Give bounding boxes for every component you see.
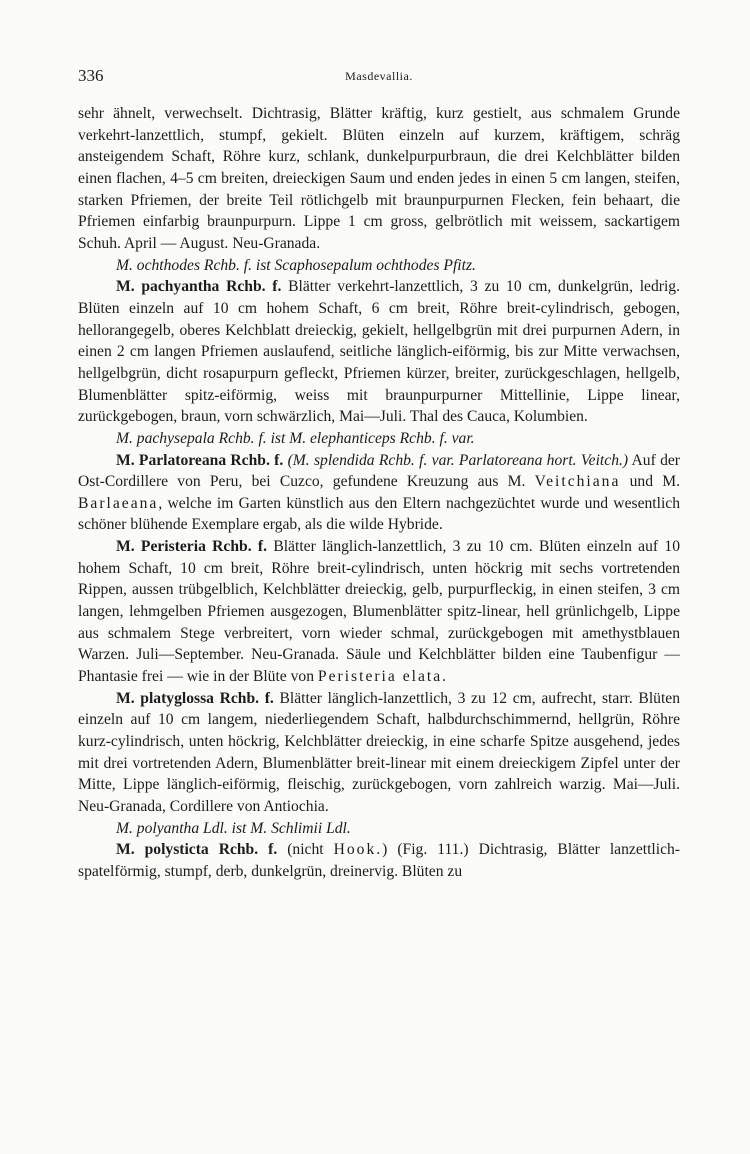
entry-peristeria (78, 536, 680, 688)
entry-text: Auf der Ost-Cordillere von Peru, bei Cuzco, gefundene Kreuzung aus M. (78, 451, 680, 491)
parent-name: Veitchiana (534, 473, 621, 491)
entry-text: , welche im Garten künstlich aus den Eltern nachgezüchtet wurde und wesentlich schöner blühende Exemplare ergab, als die wilde Hybride. (78, 494, 680, 534)
entry-platyglossa (78, 688, 680, 818)
body-text (78, 103, 680, 883)
figure-reference: (Fig. 111.) (397, 841, 469, 859)
species-name: M. Parlatoreana Rchb. f. (116, 451, 284, 469)
species-name: M. polysticta Rchb. f. (116, 841, 278, 859)
parent-name: Barlaeana (78, 494, 159, 512)
entry-text: Blätter verkehrt-lanzettlich, 3 zu 10 cm, dunkelgrün, ledrig. Blüten einzeln auf 10 cm hohem Schaft, 6 cm breit, Röhre breit-cylindrisch, gebogen, hellorangegelb, oberes Kelchblatt dreieckig, gekielt, hellgelbgrün mit drei purpurnen Adern, in einen 2 cm langen Pfriemen auslaufend, seitliche länglich-eiförmig, bis zur Mitte verwachsen, hellgelbgrün, dicht rosapurpurn gefleckt, Pfriemen kürzer, breiter, zurückgeschlagen, hellgelb, Blumenblätter spitz-eiförmig, weiss mit braunpurpurner Mittellinie, Lippe linear, zurückgebogen, braun, vorn schwärzlich, Mai—Juli. Thal des Cauca, Kolumbien. (78, 278, 680, 426)
ochthodes-reference: M. ochthodes Rchb. f. ist Scaphosepalum ochthodes Pfitz. (116, 256, 476, 274)
page-number: 336 (78, 66, 104, 85)
period: . (442, 668, 447, 686)
entry-text: Blätter länglich-lanzettlich, 3 zu 12 cm, aufrecht, starr. Blüten einzeln auf 10 cm langem, niederliegendem Schaft, halbdurchschimmernd, hellgrün, Röhre kurz-cylindrisch, unten höckrig, Kelchblätter dreieckig, in eine scharfe Spitze ausgehend, jedes mit drei vortretenden Adern, Blumenblätter breit-linear mit einem dreieckigem Zipfel unter der Mitte, Lippe länglich-eiförmig, fleischig, zurückgebogen, vorn zahlreich warzig. Mai—Juli. Neu-Granada, Cordillere von Antiochia. (78, 689, 680, 815)
running-title: Masdevallia. (345, 69, 413, 83)
entry-text: und M. (629, 473, 680, 491)
pachysepala-reference: M. pachysepala Rchb. f. ist M. elephanticeps Rchb. f. var. (116, 429, 475, 447)
species-name: M. Peristeria Rchb. f. (116, 538, 268, 556)
continuation-paragraph: sehr ähnelt, verwechselt. Dichtrasig, Blätter kräftig, kurz gestielt, aus schmalem Grunde verkehrt-lanzettlich, stumpf, gekielt. Blüten einzeln auf kurzem, kräftigem, schräg ansteigendem Schaft, Röhre kurz, schlank, dunkelpurpurbraun, die drei Kelchblätter bilden einen flachen, 4–5 cm breiten, dreieckigen Saum und enden jedes in einen 5 cm langen, steifen, starken Pfriemen, der breite Teil rötlichgelb mit braunpurpurnen Flecken, fein behaart, die Pfriemen einfarbig braunpurpurn. Lippe 1 cm gross, gelbrötlich mit weissem, sackartigem Schuh. April — August. Neu-Granada. (78, 105, 680, 252)
species-name: M. platyglossa Rchb. f. (116, 689, 274, 707)
genus-reference: Peristeria elata (317, 668, 443, 686)
author-name: Hook. (333, 841, 383, 859)
page-header (78, 66, 680, 88)
entry-parlatoreana (78, 450, 680, 537)
polyantha-reference: M. polyantha Ldl. ist M. Schlimii Ldl. (116, 819, 351, 837)
entry-text: Dichtrasig, Blätter lanzettlich-spatelförmig, stumpf, derb, dunkelgrün, dreinervig. Blüten zu (78, 841, 680, 880)
synonym: (M. splendida Rchb. f. var. Parlatoreana hort. Veitch.) (287, 451, 629, 469)
paren-close: ) (382, 841, 388, 859)
species-name: M. pachyantha Rchb. f. (116, 278, 282, 296)
entry-pachyantha (78, 276, 680, 428)
author-note: (nicht (287, 841, 324, 859)
entry-text: Blätter länglich-lanzettlich, 3 zu 10 cm. Blüten einzeln auf 10 hohem Schaft, 10 cm breit, Röhre breit-cylindrisch, unten höckrig mit sechs vortretenden Rippen, aussen trübgelblich, Kelchblätter dreieckig, gelb, purpurfleckig, in einen steifen, 3 cm langen, lehmgelben Pfriemen ausgezogen, Blumenblätter spitz-linear, hell grünlichgelb, Lippe aus schmalem Stege verbreitert, vorn wieder schmal, zurückgebogen mit amethystblauen Warzen. Juli—September. Neu-Granada. Säule und Kelchblätter bilden eine Taubenfigur — Phantasie frei — wie in der Blüte von (78, 538, 680, 686)
entry-polysticta (78, 839, 680, 882)
